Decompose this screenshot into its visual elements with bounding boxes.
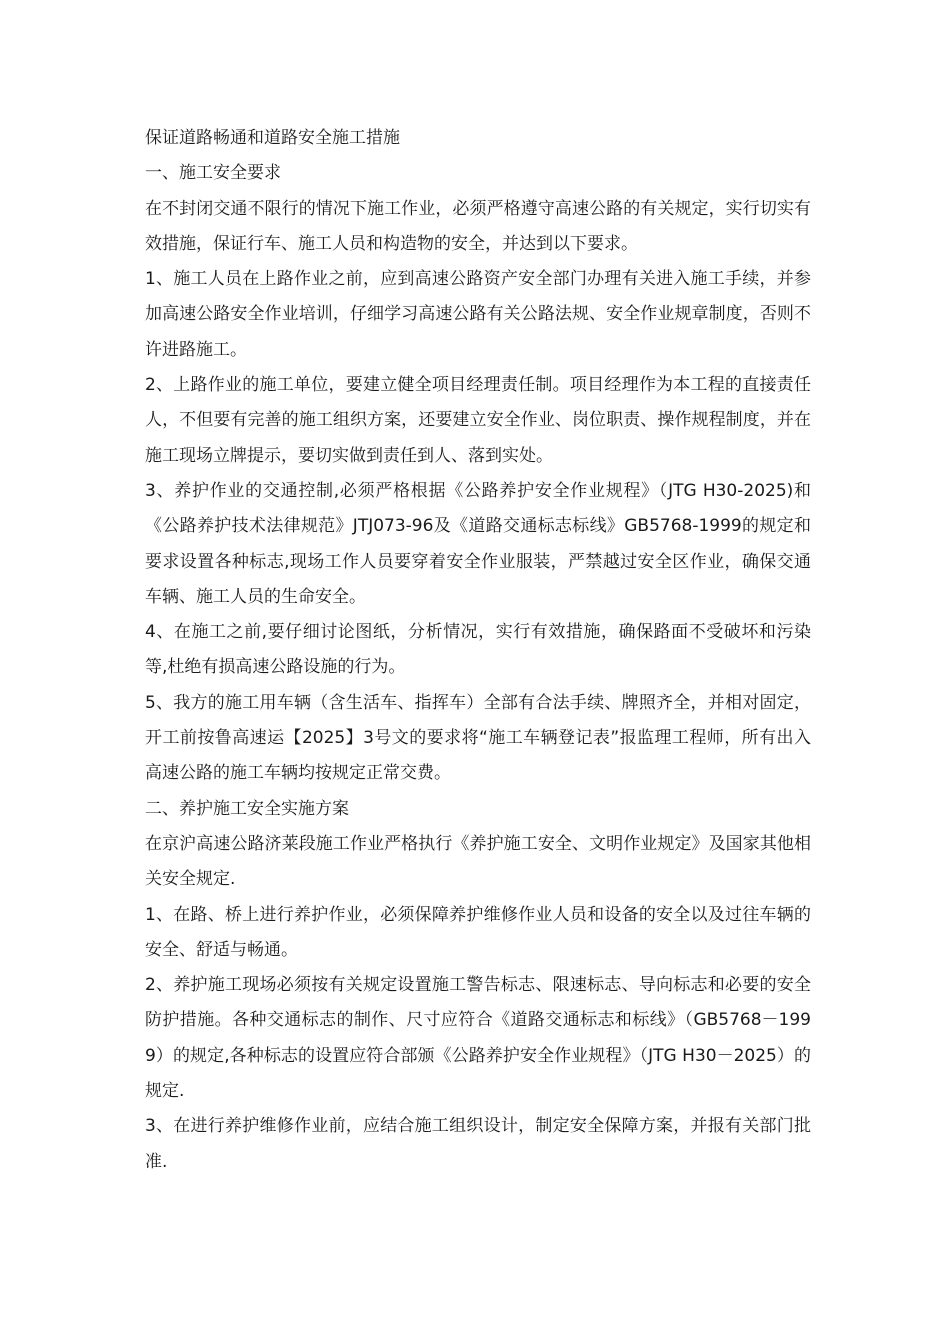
list-item: 1、施工人员在上路作业之前，应到高速公路资产安全部门办理有关进入施工手续，并参加高速公路安全作业培训，仔细学习高速公路有关公路法规、安全作业规章制度，否则不许进路施工。: [145, 269, 811, 360]
list-item: 5、我方的施工用车辆（含生活车、指挥车）全部有合法手续、牌照齐全，并相对固定，开工前按鲁高速运【2025】3号文的要求将“施工车辆登记表”报监理工程师，所有出入高速公路的施工车辆均按规定正常交费。: [145, 692, 811, 784]
section-heading: 一、施工安全要求: [145, 163, 281, 184]
list-item: 4、在施工之前,要仔细讨论图纸，分析情况，实行有效措施，确保路面不受破坏和污染等,杜绝有损高速公路设施的行为。: [145, 622, 811, 678]
list-item: 3、养护作业的交通控制,必须严格根据《公路养护安全作业规程》（JTG H30-2025)和《公路养护技术法律规范》JTJ073-96及《道路交通标志标线》GB5768-1999的规定和要求设置各种标志,现场工作人员要穿着安全作业服装，严禁越过安全区作业，确保交通车辆、施工人员的生命安全。: [145, 480, 811, 607]
list-item: 2、上路作业的施工单位，要建立健全项目经理责任制。项目经理作为本工程的直接责任人，不但要有完善的施工组织方案，还要建立安全作业、岗位职责、操作规程制度，并在施工现场立牌提示，要切实做到责任到人、落到实处。: [145, 375, 811, 466]
list-item: 2、养护施工现场必须按有关规定设置施工警告标志、限速标志、导向标志和必要的安全防护措施。各种交通标志的制作、尺寸应符合《道路交通标志和标线》（GB5768－1999）的规定,各种标志的设置应符合部颁《公路养护安全作业规程》（JTG H30－2025）的规定.: [145, 975, 811, 1102]
section-intro: 在京沪高速公路济莱段施工作业严格执行《养护施工安全、文明作业规定》及国家其他相关安全规定.: [145, 833, 811, 890]
section-intro: 在不封闭交通不限行的情况下施工作业，必须严格遵守高速公路的有关规定，实行切实有效措施，保证行车、施工人员和构造物的安全，并达到以下要求。: [145, 198, 811, 254]
document-body: [145, 121, 811, 1180]
list-item: 1、在路、桥上进行养护作业，必须保障养护维修作业人员和设备的安全以及过往车辆的安全、舒适与畅通。: [145, 904, 811, 960]
section-heading: 二、养护施工安全实施方案: [145, 798, 349, 819]
list-item: 3、在进行养护维修作业前，应结合施工组织设计，制定安全保障方案，并报有关部门批准.: [145, 1116, 811, 1172]
document-title: 保证道路畅通和道路安全施工措施: [145, 128, 400, 148]
